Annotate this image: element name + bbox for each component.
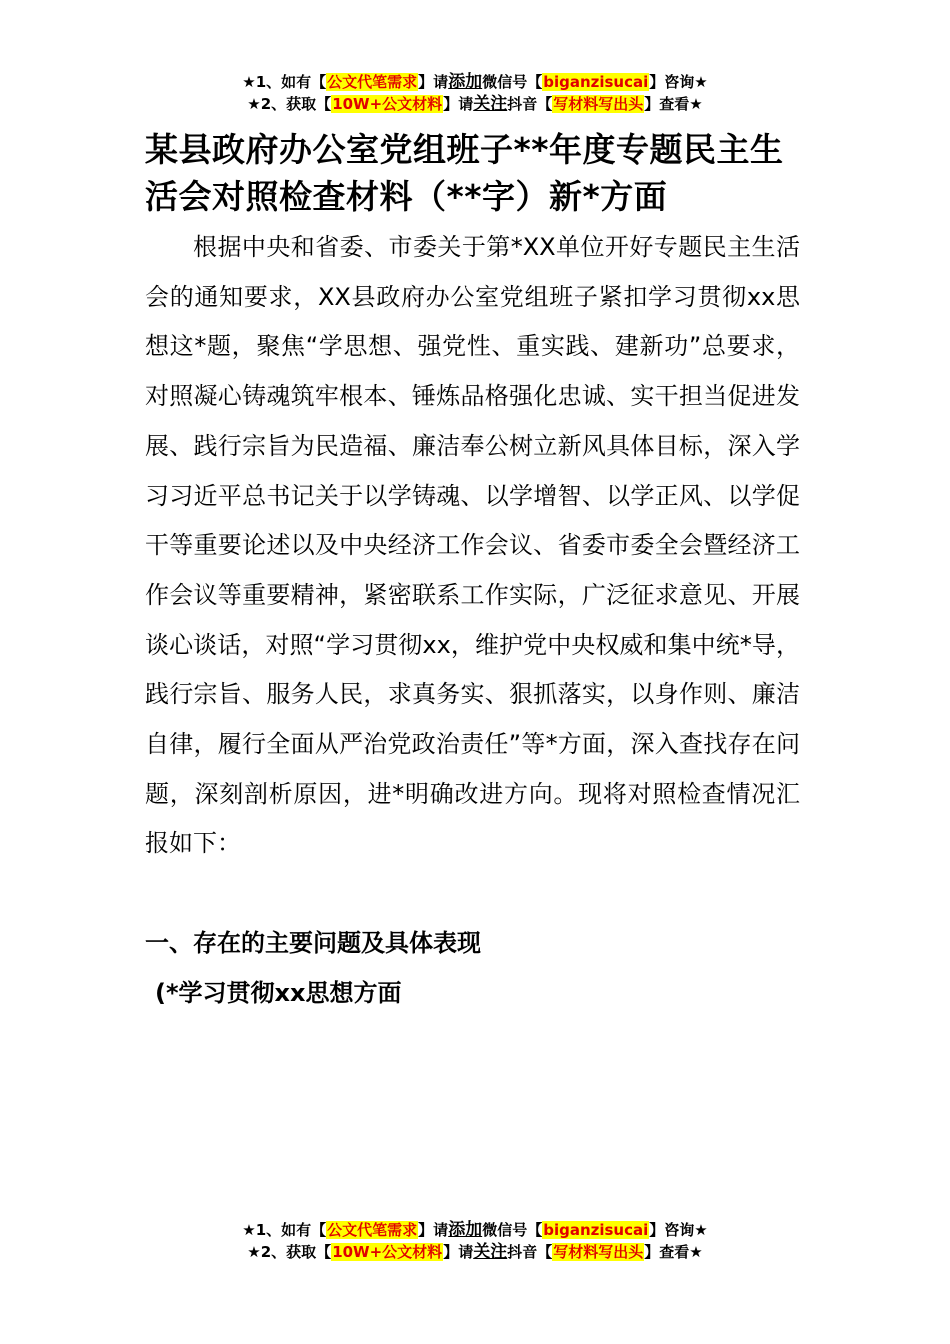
promo-emphasis: 关注 (473, 94, 508, 114)
promo-text: 】请 (443, 1243, 474, 1261)
document-title: 某县政府办公室党组班子**年度专题民主生活会对照检查材料（**字）新*方面 (145, 130, 784, 216)
document-body (145, 223, 800, 869)
promo-text: 抖音【 (507, 95, 553, 113)
promo-text: 抖音【 (507, 1243, 553, 1261)
promo-banner-top (0, 71, 950, 115)
promo-line-1 (0, 1219, 950, 1241)
promo-wechat-id: biganzisucai (543, 1221, 649, 1239)
promo-text: 】请 (418, 73, 449, 91)
promo-emphasis: 添加 (448, 72, 483, 92)
promo-douyin-name: 写材料写出头 (553, 95, 644, 113)
promo-wechat-id: biganzisucai (543, 73, 649, 91)
promo-text: 微信号【 (482, 73, 543, 91)
promo-banner-bottom (0, 1219, 950, 1263)
subsection-heading: (*学习贯彻xx思想方面 (155, 979, 402, 1007)
promo-text: ★1、如有【 (242, 73, 327, 91)
promo-highlight: 10W+公文材料 (332, 95, 443, 113)
intro-paragraph: 根据中央和省委、市委关于第*XX单位开好专题民主生活会的通知要求，XX县政府办公室党组班子紧扣学习贯彻xx思想这*题，聚焦“学思想、强党性、重实践、建新功”总要求，对照凝心铸魂筑牢根本、锤炼品格强化忠诚、实干担当促进发展、践行宗旨为民造福、廉洁奉公树立新风具体目标，深入学习习近平总书记关于以学铸魂、以学增智、以学正风、以学促干等重要论述以及中央经济工作会议、省委市委全会暨经济工作会议等重要精神，紧密联系工作实际，广泛征求意见、开展谈心谈话，对照“学习贯彻xx，维护党中央权威和集中统*导，践行宗旨、服务人民，求真务实、狠抓落实，以身作则、廉洁自律，履行全面从严治党政治责任”等*方面，深入查找存在问题，深刻剖析原因，进*明确改进方向。现将对照检查情况汇报如下： (145, 233, 800, 858)
promo-emphasis: 关注 (473, 1242, 508, 1262)
promo-text: 】咨询★ (649, 73, 708, 91)
promo-highlight: 公文代笔需求 (327, 73, 418, 91)
promo-text: 】请 (418, 1221, 449, 1239)
promo-text: ★2、获取【 (247, 1243, 332, 1261)
promo-emphasis: 添加 (448, 1220, 483, 1240)
promo-line-2 (0, 93, 950, 115)
promo-line-2 (0, 1241, 950, 1263)
promo-douyin-name: 写材料写出头 (553, 1243, 644, 1261)
promo-text: 微信号【 (482, 1221, 543, 1239)
promo-text: 】请 (443, 95, 474, 113)
promo-text: ★2、获取【 (247, 95, 332, 113)
promo-highlight: 10W+公文材料 (332, 1243, 443, 1261)
section-heading: 一、存在的主要问题及具体表现 (145, 929, 481, 957)
promo-text: 】查看★ (644, 1243, 703, 1261)
promo-text: 】查看★ (644, 95, 703, 113)
promo-highlight: 公文代笔需求 (327, 1221, 418, 1239)
promo-text: 】咨询★ (649, 1221, 708, 1239)
promo-text: ★1、如有【 (242, 1221, 327, 1239)
promo-line-1 (0, 71, 950, 93)
